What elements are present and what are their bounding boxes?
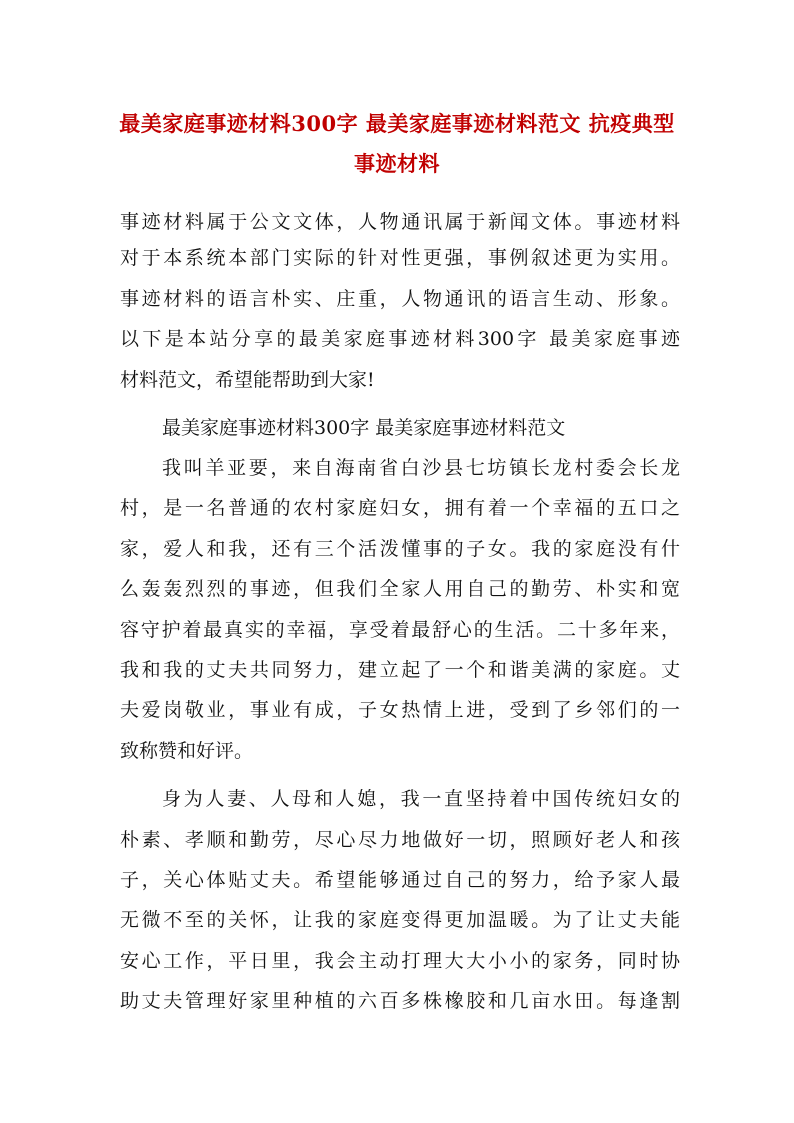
body-line: 我和我的丈夫共同努力，建立起了一个和谐美满的家庭。丈 xyxy=(120,659,680,681)
body-line: 么轰轰烈烈的事迹，但我们全家人用自己的勤劳、朴实和宽 xyxy=(120,578,680,600)
body-line: 致称赞和好评。 xyxy=(120,740,254,762)
body-line: 助丈夫管理好家里种植的六百多株橡胶和几亩水田。每逢割 xyxy=(120,990,680,1012)
body-line: 对于本系统本部门实际的针对性更强，事例叙述更为实用。 xyxy=(120,247,680,269)
body-line: 身为人妻、人母和人媳，我一直坚持着中国传统妇女的 xyxy=(162,788,680,810)
body-line: 子，关心体贴丈夫。希望能够通过自己的努力，给予家人最 xyxy=(120,869,680,891)
document-title: 最美家庭事迹材料300字 最美家庭事迹材料范文 抗疫典型事迹材料 xyxy=(119,111,675,176)
body-line: 村，是一名普通的农村家庭妇女，拥有着一个幸福的五口之 xyxy=(120,497,680,519)
body-line: 安心工作，平日里，我会主动打理大大小小的家务，同时协 xyxy=(120,950,680,972)
body-line: 事迹材料的语言朴实、庄重，人物通讯的语言生动、形象。 xyxy=(120,288,680,310)
body-line: 材料范文，希望能帮助到大家! xyxy=(120,369,375,391)
body-line: 朴素、孝顺和勤劳，尽心尽力地做好一切，照顾好老人和孩 xyxy=(120,829,680,851)
body-line: 事迹材料属于公文文体，人物通讯属于新闻文体。事迹材料 xyxy=(120,211,680,233)
section-heading: 最美家庭事迹材料300字 最美家庭事迹材料范文 xyxy=(162,417,566,439)
body-line: 无微不至的关怀，让我的家庭变得更加温暖。为了让丈夫能 xyxy=(120,909,680,931)
body-line: 我叫羊亚要，来自海南省白沙县七坊镇长龙村委会长龙 xyxy=(162,457,680,479)
body-line: 以下是本站分享的最美家庭事迹材料300字 最美家庭事迹 xyxy=(120,328,680,350)
body-line: 夫爱岗敬业，事业有成，子女热情上进，受到了乡邻们的一 xyxy=(120,699,680,721)
body-line: 容守护着最真实的幸福，享受着最舒心的生活。二十多年来， xyxy=(120,619,680,641)
body-line: 家，爱人和我，还有三个活泼懂事的子女。我的家庭没有什 xyxy=(120,538,680,560)
